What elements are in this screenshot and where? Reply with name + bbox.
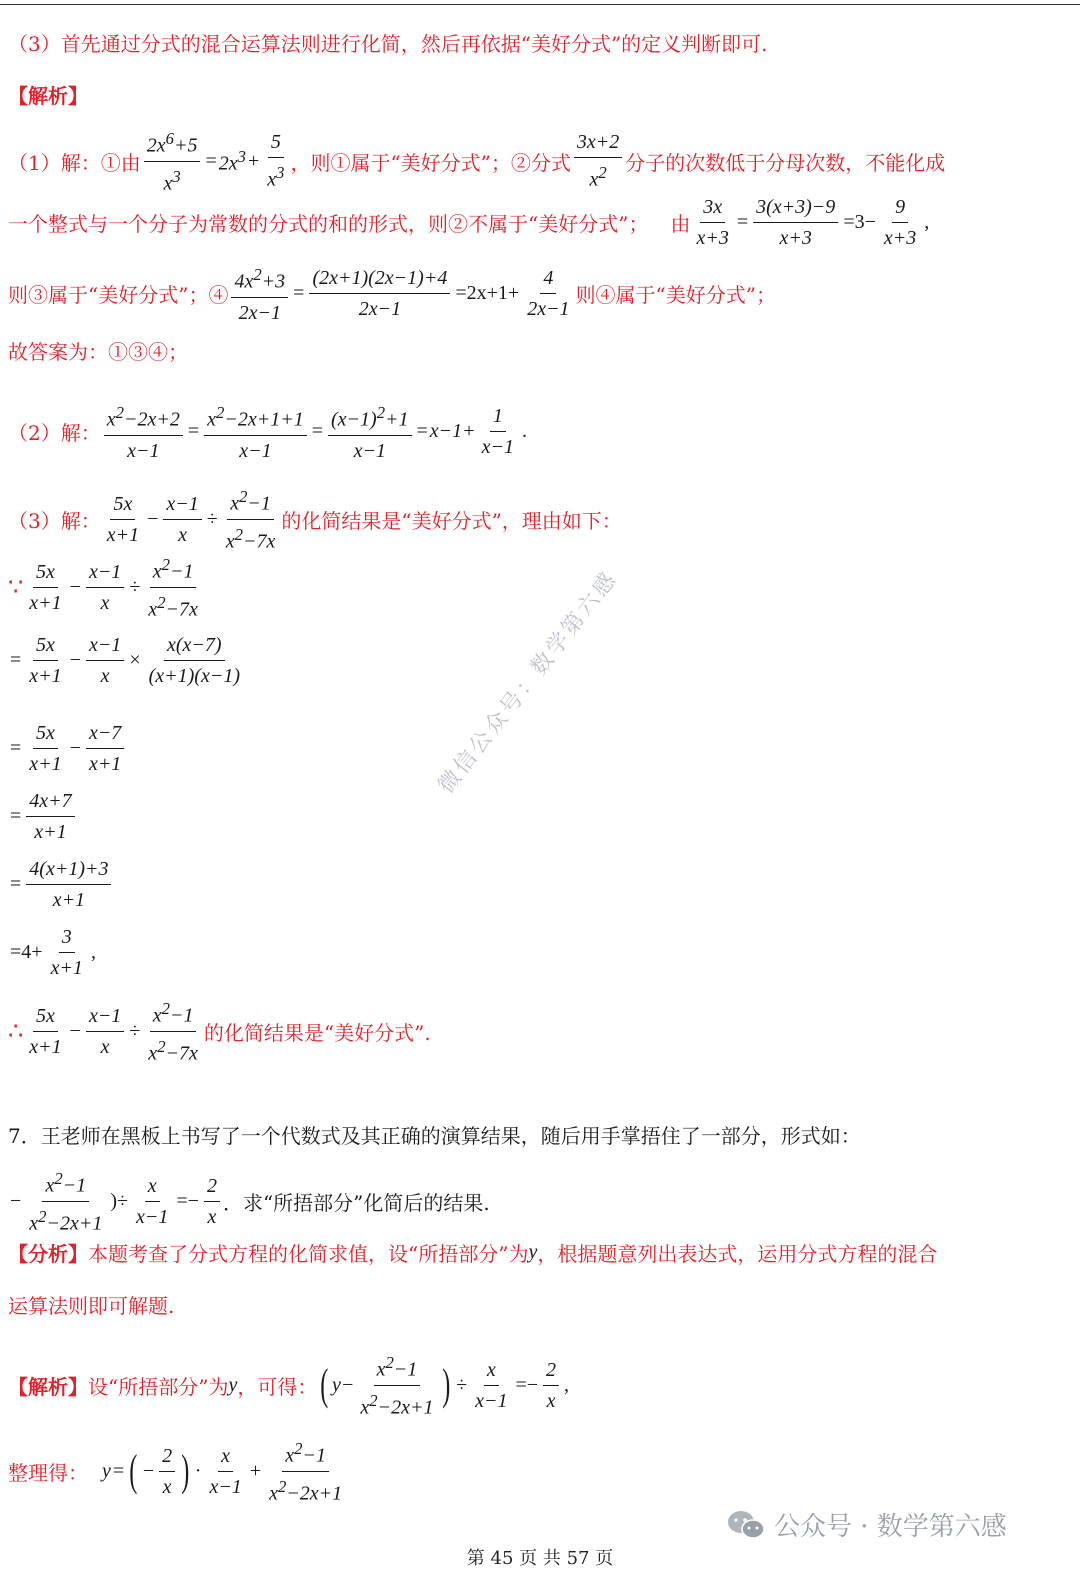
fraction: $\frac{1}{x-1}$ bbox=[479, 401, 517, 462]
fraction: $\frac{x}{x-1}$ bbox=[472, 1355, 510, 1416]
part1-cont: 一个整式与一个分子为常数的分式的和的形式，则②不属于“美好分式”； bbox=[8, 212, 649, 236]
fraction: $\frac{5}{x^3}$ bbox=[264, 127, 287, 195]
fraction: $\frac{4x^2+3}{2x-1}$ bbox=[231, 260, 288, 328]
fenxi-text-a: 本题考查了分式方程的化简求值，设“所捂部分”为 bbox=[88, 1242, 529, 1266]
fraction: $\frac{3x}{x+3}$ bbox=[693, 192, 731, 253]
fraction: $\frac{x-1}{x}$ bbox=[86, 1001, 124, 1062]
fraction: $\frac{x-1}{x}$ bbox=[86, 557, 124, 618]
fenxi-text-b: ，根据题意列出表达式，运用分式方程的混合 bbox=[537, 1242, 938, 1266]
fraction: $\frac{2}{x}$ bbox=[204, 1171, 220, 1232]
because-symbol: ∵ bbox=[8, 573, 24, 602]
q7-result-line: 整理得： y = ( − $\frac{2}{x}$ ) · $\frac{x}{x-1}$ + $\frac{x^2-1}{x^2-2x+1}$ bbox=[8, 1434, 348, 1508]
fraction: $\frac{3x+2}{x^2}$ bbox=[574, 127, 622, 195]
fraction: $\frac{x}{x-1}$ bbox=[206, 1441, 244, 1502]
fraction: $\frac{(2x+1)(2x-1)+4}{2x-1}$ bbox=[309, 263, 450, 324]
method-note-3: （3）首先通过分式的混合运算法则进行化简，然后再依据“美好分式”的定义判断即可. bbox=[8, 32, 768, 56]
step-2: = $\frac{5x}{x+1}$ − $\frac{x-1}{x}$ × $\frac{x(x-7)}{(x+1)(x-1)}$ bbox=[8, 630, 246, 691]
part1-line2: 一个整式与一个分子为常数的分式的和的形式，则②不属于“美好分式”； 由 $\frac{3x}{x+3}$ = $\frac{3(x+3)-9}{x+3}$ =3− $\frac{9}{x+3}$ , bbox=[8, 192, 931, 253]
jiexi-text-a: 设“所捂部分”为 bbox=[88, 1374, 229, 1399]
fraction: $\frac{4}{2x-1}$ bbox=[524, 263, 572, 324]
fraction: $\frac{5x}{x+1}$ bbox=[26, 1001, 64, 1062]
fraction: $\frac{x-1}{x}$ bbox=[163, 489, 201, 550]
step-4: = $\frac{4x+7}{x+1}$ bbox=[8, 786, 78, 847]
fraction: $\frac{x^2-1}{x^2-7x}$ bbox=[145, 550, 201, 624]
fraction: $\frac{2x^6+5}{x^3}$ bbox=[144, 124, 201, 198]
part1-you: 由 bbox=[670, 212, 691, 236]
fraction: $\frac{5x}{x+1}$ bbox=[26, 718, 64, 779]
q7-jiexi-line: 【解析】 设“所捂部分”为 y ，可得： ( y− $\frac{x^2-1}{x^2-2x+1}$ ) ÷ $\frac{x}{x-1}$ =− $\frac{2}{x}$ , bbox=[8, 1348, 571, 1422]
fraction: $\frac{x-1}{x}$ bbox=[86, 630, 124, 691]
fraction: $\frac{(x-1)^2+1}{x-1}$ bbox=[328, 398, 412, 466]
fraction: $\frac{x^2-1}{x^2-7x}$ bbox=[223, 482, 279, 556]
top-rule bbox=[0, 4, 1080, 5]
fraction: $\frac{x-7}{x+1}$ bbox=[86, 718, 124, 779]
q7-fenxi-line1: 【分析】 本题考查了分式方程的化简求值，设“所捂部分”为 y ，根据题意列出表达式，运用分式方程的混合 bbox=[8, 1238, 937, 1267]
fenxi-label: 【分析】 bbox=[8, 1242, 88, 1266]
fraction: $\frac{5x}{x+1}$ bbox=[26, 557, 64, 618]
fraction: $\frac{x^2-2x+1+1}{x-1}$ bbox=[204, 398, 307, 466]
analysis-label: 【解析】 bbox=[8, 84, 88, 108]
part2-line: （2）解： $\frac{x^2-2x+2}{x-1}$ = $\frac{x^2-2x+1+1}{x-1}$ = $\frac{(x-1)^2+1}{x-1}$ = x−1+ $\frac{1}{x-1}$ . bbox=[8, 398, 529, 466]
fraction: $\frac{x^2-2x+2}{x-1}$ bbox=[104, 398, 183, 466]
part1-line1: （1）解：①由 $\frac{2x^6+5}{x^3}$ = $2x^3$ + $\frac{5}{x^3}$ ，则①属于“美好分式”；②分式 $\frac{3x+2}{x^2}$ 分子的次数低于分母次数，不能化成 bbox=[8, 124, 945, 198]
step-5: = $\frac{4(x+1)+3}{x+1}$ bbox=[8, 854, 114, 915]
fraction: $\frac{9}{x+3}$ bbox=[881, 192, 919, 253]
part3-conclusion: 的化简结果是“美好分式”. bbox=[203, 1020, 431, 1045]
q7-fenxi-line2: 运算法则即可解题. bbox=[8, 1294, 175, 1318]
part1-item4: 则④属于“美好分式”； bbox=[575, 283, 777, 308]
footer-brand bbox=[726, 1506, 1007, 1543]
fraction: $\frac{2}{x}$ bbox=[543, 1355, 559, 1416]
q7-stem: 7．王老师在黑板上书写了一个代数式及其正确的演算结果，随后用手掌捂住了一部分，形式如： bbox=[8, 1124, 861, 1148]
therefore-symbol: ∴ bbox=[8, 1017, 24, 1046]
jiexi-label: 【解析】 bbox=[8, 1374, 88, 1399]
fraction: $\frac{3(x+3)-9}{x+3}$ bbox=[753, 192, 838, 253]
part1-answer: 故答案为：①③④； bbox=[8, 340, 188, 364]
fraction: $\frac{x^2-1}{x^2-7x}$ bbox=[145, 994, 201, 1068]
fraction: $\frac{4x+7}{x+1}$ bbox=[26, 786, 74, 847]
part2-intro: （2）解： bbox=[8, 421, 101, 446]
fraction: $\frac{4(x+1)+3}{x+1}$ bbox=[26, 854, 111, 915]
page-number: 第 45 页 共 57 页 bbox=[466, 1548, 614, 1569]
part1-mid: ，则①属于“美好分式”；②分式 bbox=[290, 150, 571, 175]
watermark: 微信公众号：数学第六感 bbox=[433, 566, 623, 799]
zhengli-label: 整理得： bbox=[8, 1460, 88, 1485]
fraction: $\frac{5x}{x+1}$ bbox=[26, 630, 64, 691]
fraction: $\frac{3}{x+1}$ bbox=[48, 922, 86, 983]
fraction: $\frac{2}{x}$ bbox=[159, 1441, 175, 1502]
step-therefore: ∴ $\frac{5x}{x+1}$ − $\frac{x-1}{x}$ ÷ $\frac{x^2-1}{x^2-7x}$ 的化简结果是“美好分式”. bbox=[8, 994, 431, 1068]
fraction: $\frac{x}{x-1}$ bbox=[133, 1171, 171, 1232]
part1-line3: 则③属于“美好分式”；④ $\frac{4x^2+3}{2x-1}$ = $\frac{(2x+1)(2x-1)+4}{2x-1}$ =2x+1+ $\frac{4}{2x-1}$ 则④属于“美好分式”； bbox=[8, 260, 776, 328]
fraction: $\frac{5x}{x+1}$ bbox=[104, 489, 142, 550]
part3-claim: 的化简结果是“美好分式”，理由如下： bbox=[281, 508, 622, 533]
jiexi-text-b: ，可得： bbox=[237, 1374, 318, 1399]
brand-text: 公众号 · 数学第六感 bbox=[774, 1512, 1007, 1542]
fraction: $\frac{x(x-7)}{(x+1)(x-1)}$ bbox=[146, 630, 243, 691]
step-3: = $\frac{5x}{x+1}$ − $\frac{x-7}{x+1}$ bbox=[8, 718, 127, 779]
step-because: ∵ $\frac{5x}{x+1}$ − $\frac{x-1}{x}$ ÷ $\frac{x^2-1}{x^2-7x}$ bbox=[8, 550, 204, 624]
fraction: $\frac{x^2-1}{x^2-2x+1}$ bbox=[357, 1348, 436, 1422]
part1-intro: （1）解：①由 bbox=[8, 150, 141, 175]
step-6: =4+ $\frac{3}{x+1}$ , bbox=[8, 922, 98, 983]
q7-expression: − $\frac{x^2-1}{x^2-2x+1}$ )÷ $\frac{x}{x-1}$ =− $\frac{2}{x}$ ．求“所捂部分”化简后的结果. bbox=[8, 1164, 490, 1238]
q7-ask: ．求“所捂部分”化简后的结果. bbox=[222, 1190, 490, 1215]
part3-intro: （3）解： bbox=[8, 508, 101, 533]
fraction: $\frac{x^2-1}{x^2-2x+1}$ bbox=[26, 1164, 105, 1238]
fraction: $\frac{x^2-1}{x^2-2x+1}$ bbox=[266, 1434, 345, 1508]
part3-line: （3）解： $\frac{5x}{x+1}$ − $\frac{x-1}{x}$ ÷ $\frac{x^2-1}{x^2-7x}$ 的化简结果是“美好分式”，理由如下： bbox=[8, 482, 622, 556]
part1-tail: 分子的次数低于分母次数，不能化成 bbox=[625, 150, 946, 175]
wechat-icon bbox=[726, 1509, 766, 1541]
part1-item3: 则③属于“美好分式”；④ bbox=[8, 283, 229, 308]
